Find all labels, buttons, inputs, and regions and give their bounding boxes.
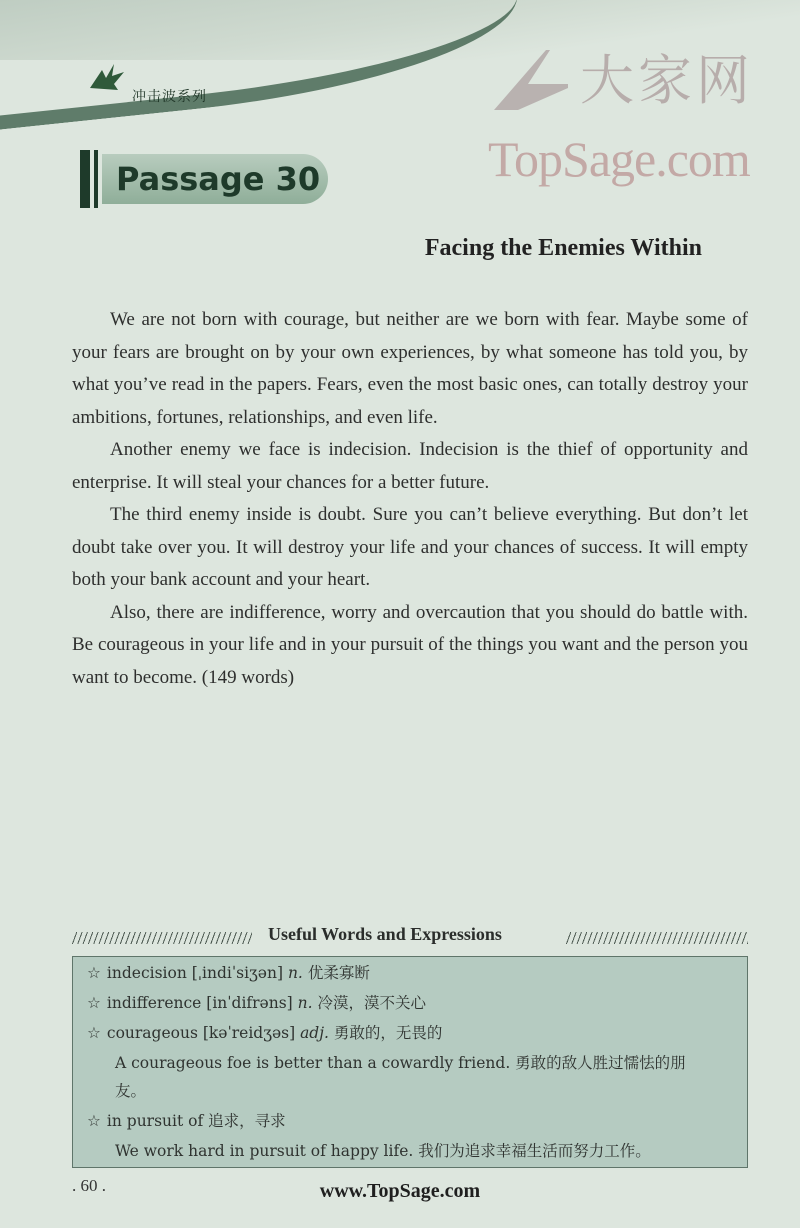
paragraph: Also, there are indifference, worry and overcaution that you should do battle with. Be courageous in your life and in your pursuit of the things you want and the person you want to become. (149 words) [72, 601, 748, 688]
vocab-meaning: 勇敢的，无畏的 [333, 1024, 443, 1042]
watermark-english: TopSage.com [488, 131, 750, 187]
watermark-logo-icon [488, 44, 574, 114]
star-icon: ☆ [87, 994, 101, 1012]
vocab-header [72, 924, 748, 950]
vocab-entry [87, 1109, 286, 1131]
hatch-divider [566, 932, 748, 944]
vocab-box [72, 956, 748, 1168]
vocab-word: courageous [106, 1024, 198, 1042]
vocab-entry [87, 961, 370, 983]
paragraph: Another enemy we face is indecision. Indecision is the thief of opportunity and enterprise. It will steal your chances for a better future. [72, 439, 748, 493]
vocab-word: in pursuit of [106, 1112, 204, 1130]
vocab-pos: adj. [300, 1024, 329, 1042]
vocab-word: indifference [106, 994, 202, 1012]
star-icon: ☆ [87, 1112, 101, 1130]
vocab-example: We work hard in pursuit of happy life. 我们为追求幸福生活而努力工作。 [115, 1142, 651, 1160]
passage-body [72, 304, 748, 694]
footer-url: www.TopSage.com [319, 1180, 481, 1202]
vocab-example: 友。 [115, 1082, 147, 1100]
hatch-divider [72, 932, 252, 944]
series-logo-icon [88, 62, 126, 92]
passage-banner [80, 150, 350, 208]
vocab-title: Useful Words and Expressions [268, 924, 502, 944]
vocab-entry [87, 991, 426, 1013]
vocab-meaning: 冷漠，漠不关心 [317, 994, 427, 1012]
paragraph: We are not born with courage, but neither are we born with fear. Maybe some of your fears are brought on by your own experiences, by what someone has told you, by what you’ve read in the papers. Fears, even the most basic ones, can totally destroy your ambitions, fortunes, relationships, and even life. [72, 309, 748, 428]
vocab-pos: n. [287, 964, 303, 982]
paragraph: The third enemy inside is doubt. Sure you can’t believe everything. But don’t let doubt take over you. It will destroy your life and your chances of success. It will empty both your bank account and your heart. [72, 504, 748, 590]
star-icon: ☆ [87, 1024, 101, 1042]
star-icon: ☆ [87, 964, 101, 982]
vocab-word: indecision [106, 964, 187, 982]
watermark [488, 38, 758, 188]
vocab-example: A courageous foe is better than a cowardly friend. 勇敢的敌人胜过懦怯的朋 [115, 1054, 686, 1072]
vocab-meaning: 追求，寻求 [208, 1112, 286, 1130]
header-swoosh [0, 0, 525, 133]
vocab-phonetic: [inˈdifrəns] [206, 994, 293, 1012]
vocab-phonetic: [ˌindiˈsiʒən] [191, 964, 284, 982]
series-label: 冲击波系列 [132, 89, 207, 105]
passage-title: Facing the Enemies Within [424, 235, 702, 261]
watermark-chinese: 大家网 [580, 49, 754, 112]
banner-bar [80, 150, 90, 208]
vocab-pos: n. [297, 994, 313, 1012]
banner-bar-thin [94, 150, 98, 208]
passage-number: Passage 30 [116, 160, 321, 198]
vocab-meaning: 优柔寡断 [307, 964, 370, 982]
page-number: . 60 . [72, 1176, 106, 1195]
vocab-phonetic: [kəˈreidʒəs] [202, 1024, 296, 1042]
vocab-entry [87, 1021, 442, 1043]
